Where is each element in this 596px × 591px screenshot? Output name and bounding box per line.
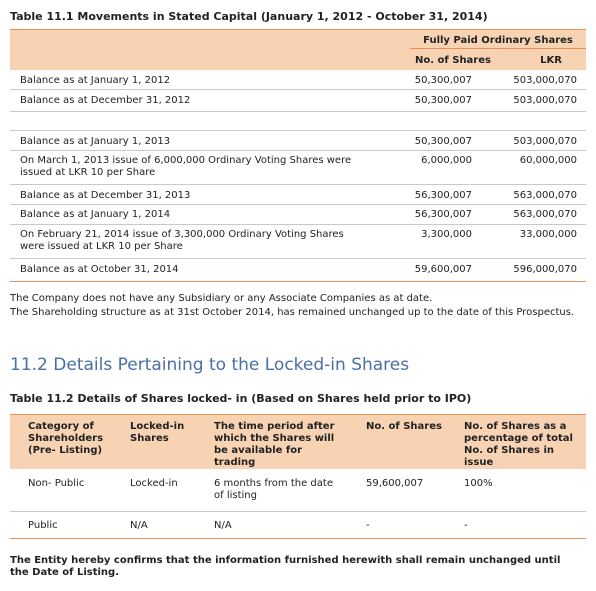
header-divider — [410, 48, 586, 49]
section-title: Details Pertaining to the Locked-in Shares — [53, 355, 410, 375]
table-row-shares: 50,300,007 — [414, 95, 472, 106]
table-row-shares: 3,300,000 — [421, 229, 472, 240]
row-shares: - — [366, 520, 370, 531]
section-number: 11.2 — [10, 355, 48, 375]
row-locked: Locked-in — [130, 478, 178, 489]
group-header: Fully Paid Ordinary Shares — [423, 35, 573, 46]
row-period: 6 months from the date of listing — [214, 478, 333, 501]
table-row-label: On March 1, 2013 issue of 6,000,000 Ordinary Voting Shares were issued at LKR 10 per Share — [20, 155, 352, 178]
row-divider — [10, 150, 586, 151]
table-row-shares: 50,300,007 — [414, 75, 472, 86]
table-row-label: Balance as at January 1, 2013 — [20, 136, 171, 147]
table-row-lkr: 503,000,070 — [513, 95, 577, 106]
table-row-shares: 50,300,007 — [414, 136, 472, 147]
note-text: The Shareholding structure as at 31st October 2014, has remained unchanged up to the date of this Prospectus. — [10, 307, 575, 318]
row-category: Public — [28, 520, 58, 531]
table-row-label: Balance as at January 1, 2014 — [20, 209, 171, 220]
row-percentage: - — [464, 520, 468, 531]
row-locked: N/A — [130, 520, 148, 531]
section-heading — [10, 355, 409, 375]
table-row-label: Balance as at October 31, 2014 — [20, 264, 179, 275]
header-percentage: No. of Shares as a percentage of total No. of Shares in issue — [464, 421, 573, 468]
row-divider — [10, 258, 586, 259]
header-category: Category of Shareholders (Pre- Listing) — [28, 421, 104, 456]
row-percentage: 100% — [464, 478, 493, 489]
table-2-bottom-rule — [10, 538, 586, 539]
table-row-label: On February 21, 2014 issue of 3,300,000 Ordinary Voting Shares were issued at LKR 10 per Share — [20, 229, 344, 252]
row-divider — [10, 111, 586, 112]
header-period: The time period after which the Shares will be available for trading — [214, 421, 335, 468]
table-row-label: Balance as at January 1, 2012 — [20, 75, 171, 86]
header-shares: No. of Shares — [366, 421, 442, 432]
note-text: The Company does not have any Subsidiary or any Associate Companies as at date. — [10, 293, 433, 304]
row-divider — [10, 204, 586, 205]
row-divider — [10, 89, 586, 90]
row-divider — [10, 184, 586, 185]
table-1-title: Table 11.1 Movements in Stated Capital (January 1, 2012 - October 31, 2014) — [10, 10, 488, 23]
table-row-lkr: 563,000,070 — [513, 209, 577, 220]
row-divider — [10, 511, 586, 512]
confirmation-text: The Entity hereby confirms that the information furnished herewith shall remain unchanged until the Date of Listing. — [10, 555, 561, 578]
table-row-shares: 56,300,007 — [414, 190, 472, 201]
row-shares: 59,600,007 — [366, 478, 424, 489]
col-shares-header: No. of Shares — [415, 55, 491, 66]
row-divider — [10, 130, 586, 131]
row-period: N/A — [214, 520, 232, 531]
table-1-bottom-rule — [10, 281, 586, 282]
table-row-label: Balance as at December 31, 2012 — [20, 95, 191, 106]
table-row-lkr: 503,000,070 — [513, 136, 577, 147]
table-row-shares: 6,000,000 — [421, 155, 472, 166]
row-divider — [10, 224, 586, 225]
table-row-lkr: 563,000,070 — [513, 190, 577, 201]
table-2-title: Table 11.2 Details of Shares locked- in (Based on Shares held prior to IPO) — [10, 392, 472, 405]
col-lkr-header: LKR — [540, 55, 562, 66]
table-row-shares: 59,600,007 — [414, 264, 472, 275]
table-row-lkr: 596,000,070 — [513, 264, 577, 275]
table-row-lkr: 60,000,000 — [519, 155, 577, 166]
row-category: Non- Public — [28, 478, 85, 489]
table-row-label: Balance as at December 31, 2013 — [20, 190, 191, 201]
table-row-lkr: 33,000,000 — [519, 229, 577, 240]
header-locked: Locked-in Shares — [130, 421, 185, 444]
table-row-lkr: 503,000,070 — [513, 75, 577, 86]
table-row-shares: 56,300,007 — [414, 209, 472, 220]
